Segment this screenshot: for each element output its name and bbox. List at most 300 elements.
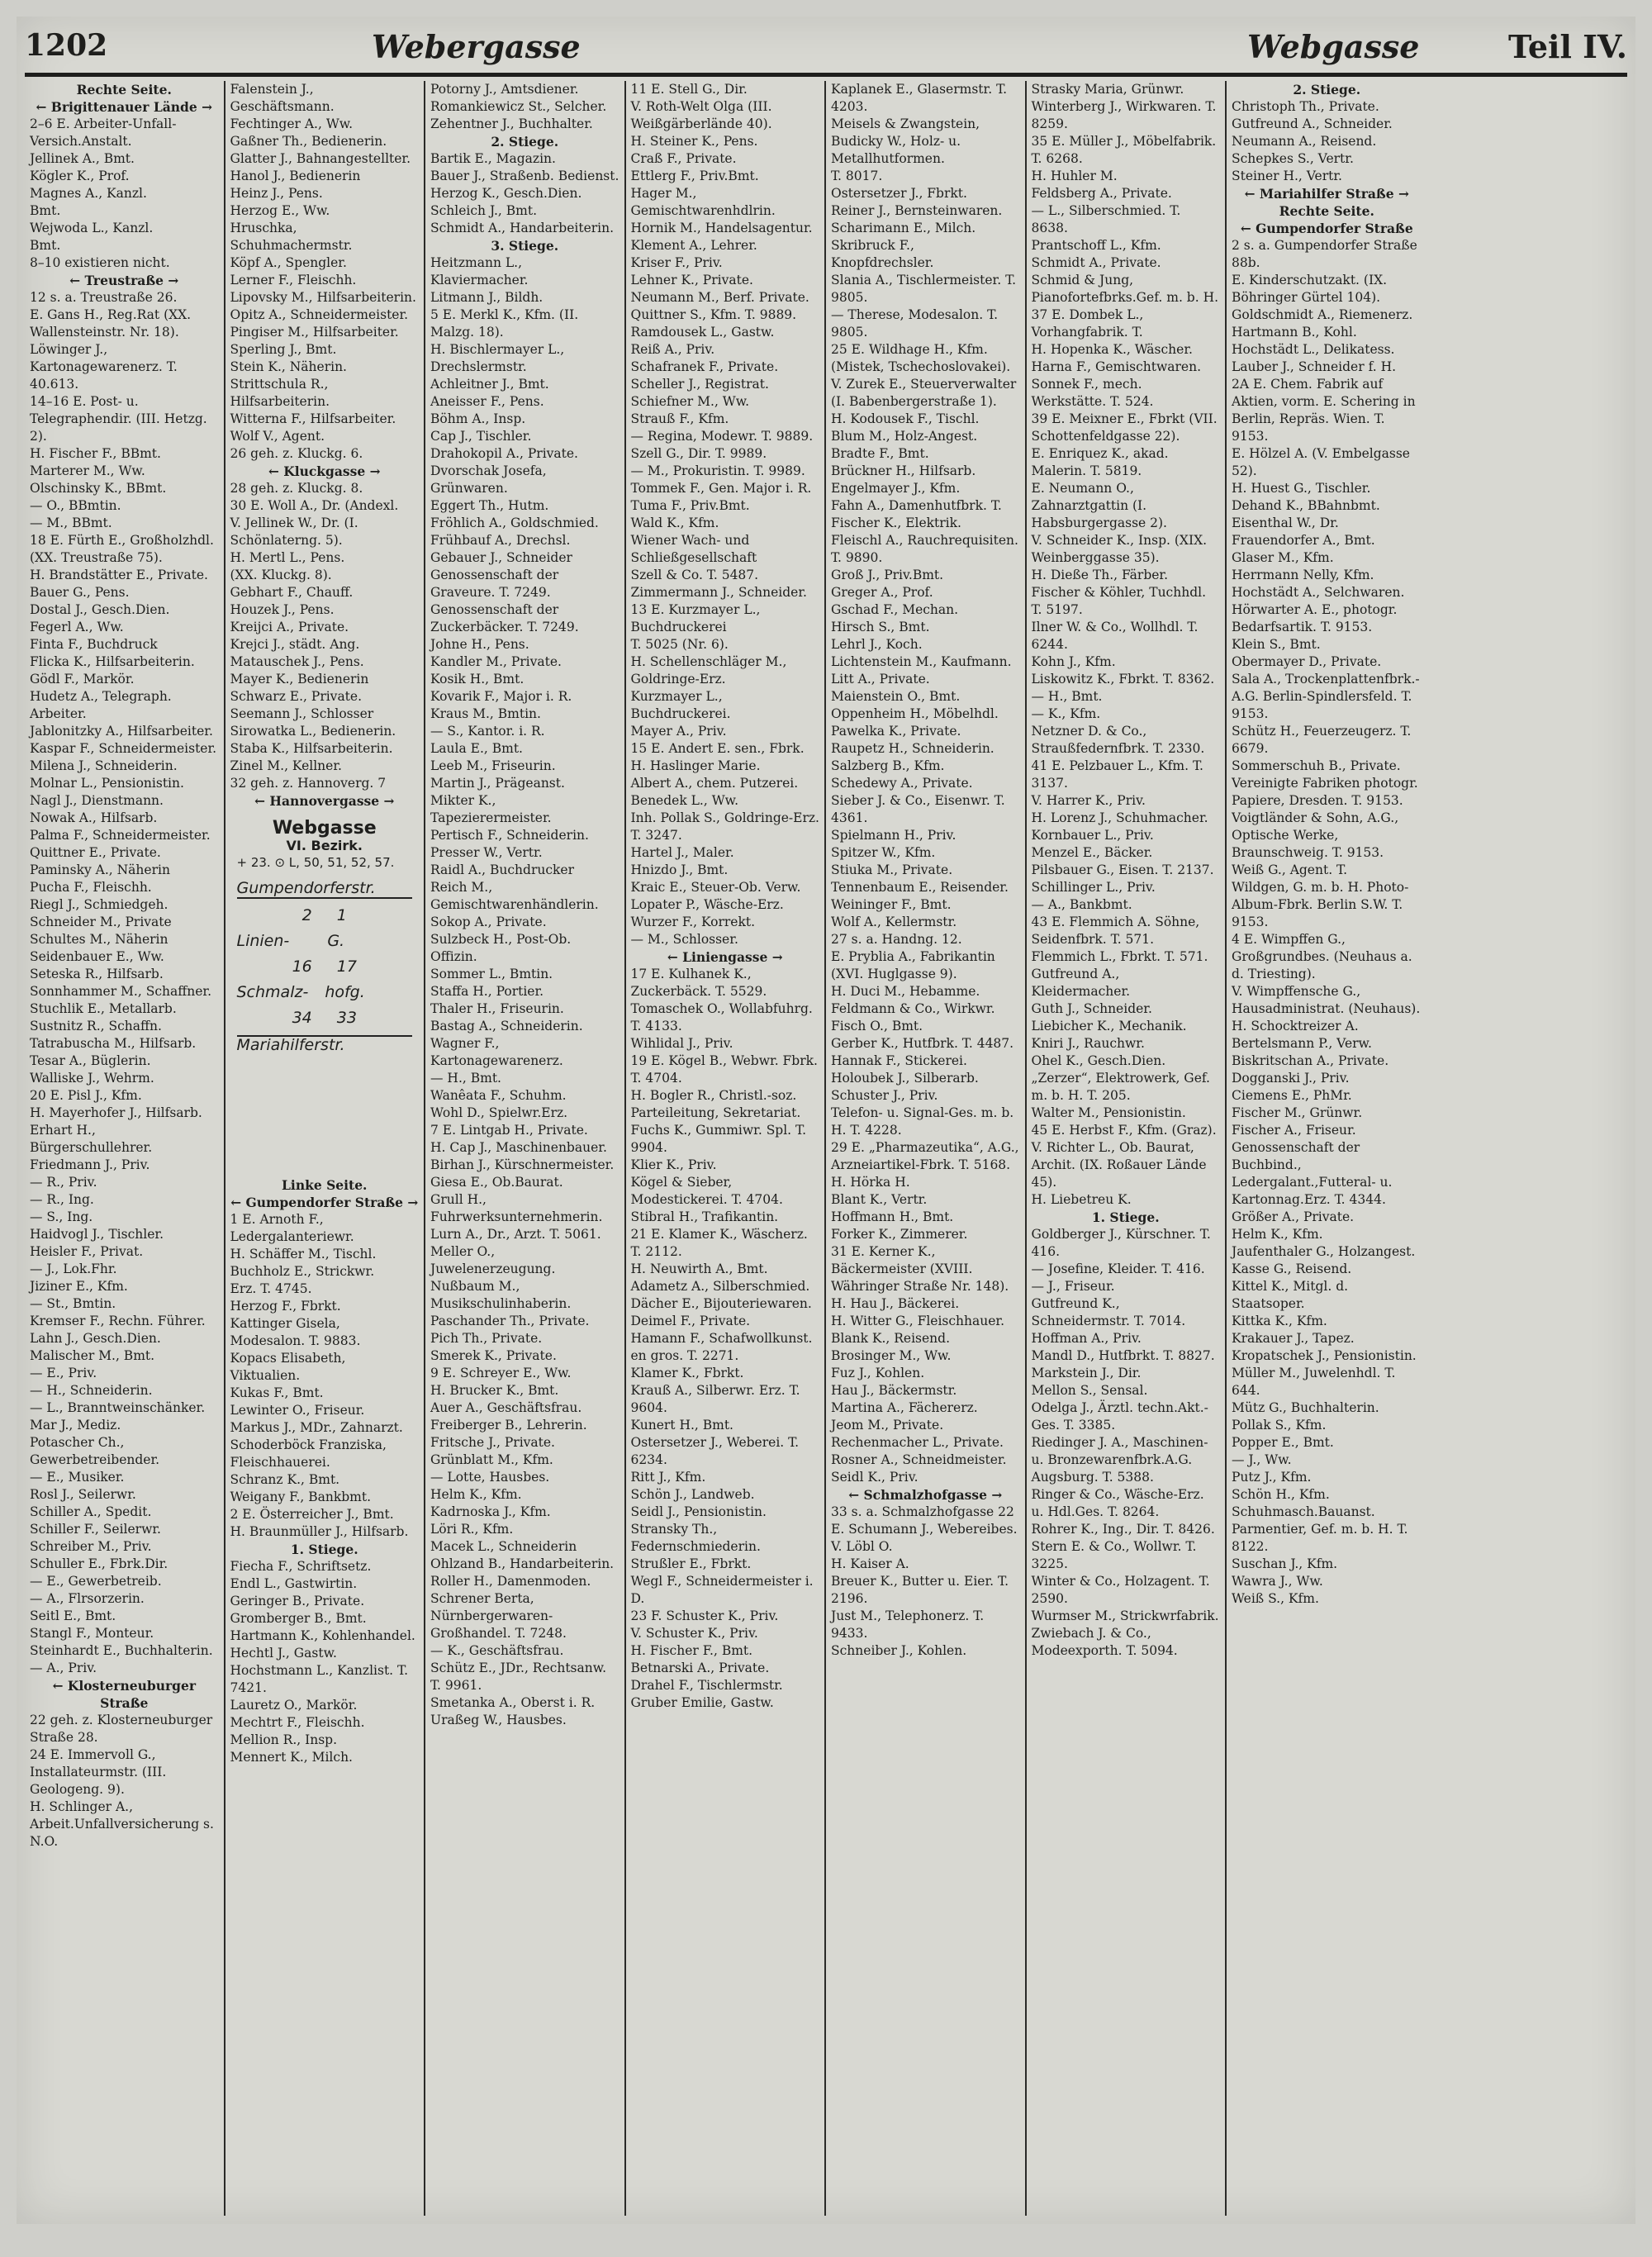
directory-entry: Hochstmann L., Kanzlist. T. 7421. xyxy=(230,1663,412,1695)
directory-entry: Hannak F., Stickerei. xyxy=(831,1053,967,1068)
directory-entry: Szell & Co. T. 5487. xyxy=(630,568,759,582)
directory-entry: H. Hau J., Bäckerei. xyxy=(831,1296,960,1311)
directory-columns xyxy=(25,81,1627,2216)
directory-entry: Suschan J., Kfm. xyxy=(1232,1556,1338,1571)
map-cross-2 xyxy=(237,984,413,1001)
directory-entry: — J., Lok.Fhr. xyxy=(30,1262,117,1276)
directory-entry: 12 s. a. Treustraße 26. xyxy=(30,290,178,305)
directory-entry: — R., Ing. xyxy=(30,1192,94,1207)
directory-entry: 32 geh. z. Hannoverg. 7 xyxy=(230,776,387,791)
directory-entry: Lehner K., Private. xyxy=(630,273,753,287)
directory-entry: Smetanka A., Oberst i. R. xyxy=(430,1695,596,1710)
directory-entry: Lewinter O., Friseur. xyxy=(230,1403,365,1418)
directory-entry: Nowak A., Hilfsarb. xyxy=(30,810,158,825)
directory-entry: Wildgen, G. m. b. H. Photo-Album-Fbrk. Berlin S.W. T. 9153. xyxy=(1232,880,1409,929)
directory-entry: Benedek L., Ww. xyxy=(630,793,738,808)
directory-entry: Markus J., MDr., Zahnarzt. xyxy=(230,1420,403,1435)
directory-entry: Schafranek F., Private. xyxy=(630,359,779,374)
directory-entry: H. Mayerhofer J., Hilfsarb. xyxy=(30,1105,202,1120)
directory-entry: Menzel E., Bäcker. xyxy=(1031,845,1153,860)
directory-entry: Netzner D. & Co., Straußfedernfbrk. T. 2330. xyxy=(1031,724,1205,756)
directory-entry: Erhart H., Bürgerschullehrer. xyxy=(30,1123,153,1155)
directory-entry: Wihlidal J., Priv. xyxy=(630,1036,733,1051)
directory-entry: 28 geh. z. Kluckg. 8. xyxy=(230,481,363,496)
directory-entry: Christoph Th., Private. xyxy=(1232,99,1379,114)
directory-entry: Krauß A., Silberwr. Erz. T. 9604. xyxy=(630,1383,805,1415)
directory-entry: Kögler K., Prof. xyxy=(30,169,130,183)
directory-entry: Dogganski J., Priv. xyxy=(1232,1071,1350,1086)
directory-entry: 13 E. Kurzmayer L., Buchdruckerei xyxy=(630,602,765,634)
directory-entry: Betnarski A., Private. xyxy=(630,1661,770,1675)
directory-entry: Hartmann B., Kohl. xyxy=(1232,325,1357,340)
directory-entry: 11 E. Stell G., Dir. xyxy=(630,82,748,97)
directory-entry: Fröhlich A., Goldschmied. xyxy=(430,516,599,530)
directory-entry: Kukas F., Bmt. xyxy=(230,1385,324,1400)
directory-entry: Albert A., chem. Putzerei. xyxy=(630,776,799,791)
map-cross-2-suffix: hofg. xyxy=(325,983,365,1001)
directory-entry: Walliske J., Wehrm. xyxy=(30,1071,154,1086)
directory-entry: 1. Stiege. xyxy=(290,1542,358,1557)
map-cross-1-label: Linien- xyxy=(236,932,290,950)
directory-entry: Schedewy A., Private. xyxy=(831,776,973,791)
directory-entry: Opitz A., Schneidermeister. xyxy=(230,307,409,322)
directory-entry: Mellion R., Insp. xyxy=(230,1732,338,1747)
directory-entry: Fischer & Köhler, Tuchhdl. T. 5197. xyxy=(1031,585,1210,617)
directory-entry: Breuer K., Butter u. Eier. T. 2196. xyxy=(831,1574,1013,1606)
directory-entry: — J., Ww. xyxy=(1232,1452,1292,1467)
directory-entry: Schwarz E., Private. xyxy=(230,689,363,704)
directory-entry: Sommerschuh B., Private. xyxy=(1232,758,1401,773)
directory-entry: Schranz K., Bmt. xyxy=(230,1472,340,1487)
directory-entry: Gruber Emilie, Gastw. xyxy=(630,1695,774,1710)
directory-entry: Mayer K., Bedienerin xyxy=(230,672,369,687)
directory-entry: Tommek F., Gen. Major i. R. xyxy=(630,481,812,496)
directory-entry: Biskritschan A., Private. xyxy=(1232,1053,1389,1068)
directory-entry: 1. Stiege. xyxy=(1091,1209,1160,1225)
directory-entry: Kriser F., Priv. xyxy=(630,255,723,270)
directory-entry: Ritt J., Kfm. xyxy=(630,1470,706,1485)
directory-entry: Paminsky A., Näherin xyxy=(30,862,170,877)
directory-entry: 18 E. Fürth E., Großholzhdl. (XX. Treustraße 75). xyxy=(30,533,218,565)
directory-entry: Olschinsky K., BBmt. xyxy=(30,481,167,496)
directory-entry: Guth J., Schneider. xyxy=(1031,1001,1152,1016)
directory-entry: Zinel M., Kellner. xyxy=(230,758,342,773)
directory-entry: — E., Priv. xyxy=(30,1366,97,1380)
directory-entry: 14–16 E. Post- u. Telegraphendir. (III. Hetzg. 2). xyxy=(30,394,211,444)
map-num: 17 xyxy=(336,957,357,976)
directory-entry: Scheller J., Registrat. xyxy=(630,377,769,392)
directory-entry: Reich M., Gemischtwarenhändlerin. xyxy=(430,880,599,912)
directory-entry: Schütz H., Feuerzeugerz. T. 6679. xyxy=(1232,724,1416,756)
directory-entry: Fischer M., Grünwr. xyxy=(1232,1105,1363,1120)
directory-entry: Fuz J., Kohlen. xyxy=(831,1366,925,1380)
directory-entry: H. Lorenz J., Schuhmacher. xyxy=(1031,810,1208,825)
directory-entry: Craß F., Private. xyxy=(630,151,737,166)
directory-entry: Skribruck F., Knopfdrechsler. xyxy=(831,238,934,270)
directory-entry: Hirsch S., Bmt. xyxy=(831,620,930,634)
directory-entry: Wagner F., Kartonagewarenerz. xyxy=(430,1036,563,1068)
directory-entry: — Josefine, Kleider. T. 416. xyxy=(1031,1262,1205,1276)
directory-entry: Holoubek J., Silberarb. xyxy=(831,1071,979,1086)
directory-entry: Schillinger L., Priv. xyxy=(1031,880,1156,895)
directory-entry: Hoffman A., Priv. xyxy=(1031,1331,1142,1346)
directory-entry: Mütz G., Buchhalterin. xyxy=(1232,1400,1379,1415)
directory-entry: Arbeiter. xyxy=(30,706,87,721)
directory-entry: Fiecha F., Schriftsetz. xyxy=(230,1559,372,1574)
directory-entry: Schön H., Kfm. xyxy=(1232,1487,1330,1502)
directory-entry: Hechtl J., Gastw. xyxy=(230,1646,337,1661)
directory-entry: Voigtländer & Sohn, A.G., Optische Werke, Braunschweig. T. 9153. xyxy=(1232,810,1403,860)
directory-entry: Zwiebach J. & Co., Modeexporth. T. 5094. xyxy=(1031,1626,1178,1658)
directory-entry: ← Schmalzhofgasse → xyxy=(848,1487,1003,1503)
directory-entry: Obermayer D., Private. xyxy=(1232,654,1382,669)
directory-entry: 37 E. Dombek L., Vorhangfabrik. T. xyxy=(1031,307,1148,340)
directory-entry: Herzog F., Fbrkt. xyxy=(230,1299,341,1314)
directory-entry: Bauer G., Pens. xyxy=(30,585,130,600)
right-running-title: Webgasse xyxy=(1247,28,1420,65)
directory-entry: Deimel F., Private. xyxy=(630,1314,751,1328)
directory-entry: Riegl J., Schmiedgeh. xyxy=(30,897,169,912)
directory-entry: Glaser M., Kfm. xyxy=(1232,550,1334,565)
directory-entry: Inh. Pollak S., Goldringe-Erz. T. 3247. xyxy=(630,810,824,843)
directory-entry: Eggert Th., Hutm. xyxy=(430,498,549,513)
directory-entry: Greger A., Prof. xyxy=(831,585,933,600)
directory-entry: Bradte F., Bmt. xyxy=(831,446,929,461)
map-num: 2 xyxy=(301,906,312,924)
directory-entry: Linke Seite. xyxy=(282,1177,368,1193)
directory-entry: Markstein J., Dir. xyxy=(1031,1366,1142,1380)
directory-entry: Frühbauf A., Drechsl. xyxy=(430,533,571,548)
directory-entry: 2. Stiege. xyxy=(1293,82,1361,97)
directory-entry: Rosl J., Seilerwr. xyxy=(30,1487,136,1502)
directory-entry: — M., Schlosser. xyxy=(630,932,738,947)
directory-entry: Scharimann E., Milch. xyxy=(831,221,976,235)
directory-entry: Drahel F., Tischlermstr. xyxy=(630,1678,783,1693)
directory-entry: Genossenschaft der Buchbind., Ledergalant.,Futteral- u. Kartonnag.Erz. T. 4344. xyxy=(1232,1140,1397,1207)
directory-entry: 30 E. Woll A., Dr. (Andexl. xyxy=(230,498,399,513)
directory-entry: Heinz J., Pens. xyxy=(230,186,323,201)
directory-entry: Hartel J., Maler. xyxy=(630,845,734,860)
directory-entry: Odelga J., Ärztl. techn.Akt.-Ges. T. 3385. xyxy=(1031,1400,1208,1433)
directory-entry: Prantschoff L., Kfm. xyxy=(1031,238,1161,253)
directory-entry: Kraus M., Bmtin. xyxy=(430,706,541,721)
directory-entry: Kurzmayer L., Buchdruckerei. xyxy=(630,689,731,721)
directory-entry: V. Wimpffensche G., Hausadministrat. (Neuhaus). xyxy=(1232,984,1421,1016)
directory-entry: Feldmann & Co., Wirkwr. xyxy=(831,1001,995,1016)
directory-entry: Pucha F., Fleischh. xyxy=(30,880,152,895)
directory-entry: Löri R., Kfm. xyxy=(430,1522,514,1537)
directory-entry: H. Braunmüller J., Hilfsarb. xyxy=(230,1524,409,1539)
directory-entry: Bmt. xyxy=(30,203,61,218)
directory-entry: Sommer L., Bmtin. xyxy=(430,967,553,981)
directory-entry: 5 E. Merkl K., Kfm. (II. Malzg. 18). xyxy=(430,307,583,340)
directory-entry: Blank K., Reisend. xyxy=(831,1331,951,1346)
directory-entry: 2. Stiege. xyxy=(491,134,559,150)
directory-entry: Pich Th., Private. xyxy=(430,1331,543,1346)
directory-entry: Adametz A., Silberschmied. xyxy=(630,1279,810,1294)
directory-entry: — O., BBmtin. xyxy=(30,498,121,513)
directory-entry: Zimmermann J., Schneider. xyxy=(630,585,807,600)
directory-entry: — Regina, Modewr. T. 9889. xyxy=(630,429,814,444)
directory-entry: Schiefner M., Ww. xyxy=(630,394,750,409)
directory-entry: Ohel K., Gesch.Dien. xyxy=(1031,1053,1166,1068)
directory-entry: Gödl F., Markör. xyxy=(30,672,135,687)
directory-entry: Jiziner E., Kfm. xyxy=(30,1279,128,1294)
directory-entry: V. Löbl O. xyxy=(831,1539,893,1554)
directory-entry: Presser W., Vertr. xyxy=(430,845,543,860)
directory-entry: Marterer M., Ww. xyxy=(30,463,145,478)
directory-entry: V. Harrer K., Priv. xyxy=(1031,793,1146,808)
directory-entry: H. Schlinger A., Arbeit.Unfallversicherung s. N.O. xyxy=(30,1799,218,1849)
directory-entry: H. Kodousek F., Tischl. xyxy=(831,411,980,426)
map-transit: + 23. ⊙ L, 50, 51, 52, 57. xyxy=(236,855,395,870)
directory-entry: Meisels & Zwangstein, Budicky W., Holz- u. Metallhutformen. xyxy=(831,116,985,166)
directory-entry: Schultes M., Näherin xyxy=(30,932,169,947)
directory-entry: Auer A., Geschäftsfrau. xyxy=(430,1400,582,1415)
directory-entry: — A., Priv. xyxy=(30,1661,97,1675)
directory-entry: Lahn J., Gesch.Dien. xyxy=(30,1331,161,1346)
directory-entry: Ostersetzer J., Fbrkt. xyxy=(831,186,967,201)
directory-entry: H. Duci M., Hebamme. xyxy=(831,984,980,999)
directory-entry: Rechte Seite. xyxy=(1279,203,1374,219)
map-num: 34 xyxy=(292,1009,312,1027)
directory-entry: Herzog E., Ww. xyxy=(230,203,330,218)
directory-entry: H. Huest G., Tischler. xyxy=(1232,481,1371,496)
directory-entry: Magnes A., Kanzl. xyxy=(30,186,147,201)
directory-entry: Schütz E., JDr., Rechtsanw. T. 9961. xyxy=(430,1661,611,1693)
directory-entry: Kopacs Elisabeth, Viktualien. xyxy=(230,1351,350,1383)
directory-entry: Kasse G., Reisend. xyxy=(1232,1262,1352,1276)
directory-entry: Freiberger B., Lehrerin. xyxy=(430,1418,587,1433)
directory-entry: Helm K., Kfm. xyxy=(1232,1227,1323,1242)
directory-entry: Laula E., Bmt. xyxy=(430,741,523,756)
directory-entry: Dehand K., BBahnbmt. xyxy=(1232,498,1380,513)
map-bottom-street: Mariahilferstr. xyxy=(237,1035,413,1054)
directory-entry: Kandler M., Private. xyxy=(430,654,562,669)
directory-entry: E. Pryblia A., Fabrikantin (XVI. Huglgasse 9). xyxy=(831,949,999,981)
directory-entry: Nagl J., Dienstmann. xyxy=(30,793,164,808)
directory-entry: Mechtrt F., Fleischh. xyxy=(230,1715,365,1730)
directory-entry: Weiß G., Agent. T. xyxy=(1232,862,1348,877)
directory-entry: Hruschka, Schuhmachermstr. xyxy=(230,221,353,253)
directory-entry: H. Fischer F., BBmt. xyxy=(30,446,161,461)
directory-entry: H. Fischer F., Bmt. xyxy=(630,1643,753,1658)
directory-entry: Lehrl J., Koch. xyxy=(831,637,923,652)
directory-entry: ← Brigittenauer Lände → xyxy=(36,99,213,115)
directory-entry: H. Haslinger Marie. xyxy=(630,758,761,773)
map-num: 33 xyxy=(336,1009,357,1027)
directory-entry: ← Hannovergasse → xyxy=(254,793,395,809)
directory-entry: Schleich J., Bmt. xyxy=(430,203,537,218)
directory-entry: Bartik E., Magazin. xyxy=(430,151,556,166)
directory-entry: Wanêata F., Schuhm. xyxy=(430,1088,567,1103)
directory-entry: Klein S., Bmt. xyxy=(1232,637,1321,652)
directory-entry: Buchholz E., Strickwr. xyxy=(230,1264,375,1279)
directory-entry: Pingiser M., Hilfsarbeiter. xyxy=(230,325,399,340)
directory-entry: Potorny J., Amtsdiener. xyxy=(430,82,579,97)
directory-entry: Fuchs K., Gummiwr. Spl. T. 9904. xyxy=(630,1123,810,1155)
directory-entry: V. Roth-Welt Olga (III. Weißgärberlände 40). xyxy=(630,99,776,131)
directory-entry: — J., Friseur. xyxy=(1031,1279,1115,1294)
directory-entry: Endl L., Gastwirtin. xyxy=(230,1576,358,1591)
directory-entry: H. Neuwirth A., Bmt. xyxy=(630,1262,768,1276)
directory-entry: Groß J., Priv.Bmt. xyxy=(831,568,944,582)
directory-entry: Seemann J., Schlosser xyxy=(230,706,374,721)
directory-entry: 45 E. Herbst F., Kfm. (Graz). xyxy=(1031,1123,1217,1138)
directory-entry: Erz. T. 4745. xyxy=(230,1281,312,1296)
directory-entry: Neumann A., Reisend. xyxy=(1232,134,1377,149)
map-cross-2-label: Schmalz- xyxy=(236,983,309,1001)
directory-entry: Blum M., Holz-Angest. xyxy=(831,429,978,444)
directory-entry: Stiuka M., Private. xyxy=(831,862,953,877)
directory-entry: Wolf A., Kellermstr. xyxy=(831,915,957,929)
left-running-title: Webergasse xyxy=(372,28,581,65)
directory-entry: Genossenschaft der Zuckerbäcker. T. 7249. xyxy=(430,602,579,634)
directory-entry: Kittka K., Kfm. xyxy=(1232,1314,1327,1328)
directory-entry: Macek L., Schneiderin xyxy=(430,1539,577,1554)
directory-entry: — A., Flrsorzerin. xyxy=(30,1591,145,1606)
directory-entry: H. Kaiser A. xyxy=(831,1556,909,1571)
directory-entry: 41 E. Pelzbauer L., Kfm. T. 3137. xyxy=(1031,758,1208,791)
directory-entry: Hanol J., Bedienerin xyxy=(230,169,361,183)
directory-entry: Kniri J., Rauchwr. xyxy=(1031,1036,1145,1051)
directory-entry: Herrmann Nelly, Kfm. xyxy=(1232,568,1374,582)
directory-entry: Hager M., Gemischtwarenhdlrin. xyxy=(630,186,776,218)
directory-entry: Litt A., Private. xyxy=(831,672,930,687)
directory-entry: 2 E. Österreicher J., Bmt. xyxy=(230,1507,394,1522)
directory-entry: Schrener Berta, Nürnbergerwaren-Großhandel. T. 7248. xyxy=(430,1591,567,1641)
directory-entry: Jeom M., Private. xyxy=(831,1418,944,1433)
directory-entry: Wiener Wach- und Schließgesellschaft xyxy=(630,533,757,565)
directory-entry: ← Treustraße → xyxy=(69,273,179,288)
directory-entry: Stibral H., Trafikantin. xyxy=(630,1209,779,1224)
directory-entry: Schoderböck Franziska, Fleischhauerei. xyxy=(230,1437,391,1470)
directory-entry: — S., Ing. xyxy=(30,1209,93,1224)
directory-entry: Tesar A., Büglerin. xyxy=(30,1053,151,1068)
map-cross-1-suffix: G. xyxy=(327,932,345,950)
directory-entry: Fechtinger A., Ww. xyxy=(230,116,354,131)
directory-entry: Fischer K., Elektrik. xyxy=(831,516,961,530)
directory-entry: Kaspar F., Schneidermeister. xyxy=(30,741,217,756)
directory-entry: Heisler F., Privat. xyxy=(30,1244,144,1259)
directory-entry: Gebhart F., Chauff. xyxy=(230,585,354,600)
directory-entry: — E., Musiker. xyxy=(30,1470,125,1485)
directory-entry: Rosner A., Schneidmeister. xyxy=(831,1452,1007,1467)
directory-entry: Gutfreund A., Kleidermacher. xyxy=(1031,967,1131,999)
directory-entry: Schiller A., Spedit. xyxy=(30,1504,152,1519)
directory-entry: Wolf V., Agent. xyxy=(230,429,325,444)
directory-entry: 27 s. a. Handng. 12. xyxy=(831,932,962,947)
directory-entry: Lerner F., Fleischh. xyxy=(230,273,357,287)
directory-entry: Dvorschak Josefa, Grünwaren. xyxy=(430,463,551,496)
directory-entry: Gerber K., Hutfbrk. T. 4487. xyxy=(831,1036,1014,1051)
directory-entry: H. Cap J., Maschinenbauer. xyxy=(430,1140,607,1155)
directory-entry: Kögel & Sieber, Modestickerei. T. 4704. xyxy=(630,1175,783,1207)
directory-entry: 29 E. „Pharmazeutika“, A.G., Arzneiartikel-Fbrk. T. 5168. xyxy=(831,1140,1023,1172)
directory-entry: Hochstädt A., Selchwaren. xyxy=(1232,585,1405,600)
directory-entry: — Therese, Modesalon. T. 9805. xyxy=(831,307,1003,340)
directory-entry: Flicka K., Hilfsarbeiterin. xyxy=(30,654,195,669)
map-top-street: Gumpendorferstr. xyxy=(237,880,413,899)
directory-entry: Rohrer K., Ing., Dir. T. 8426. xyxy=(1031,1522,1215,1537)
directory-entry: 35 E. Müller J., Möbelfabrik. T. 6268. xyxy=(1031,134,1221,166)
directory-entry: ← Gumpendorfer Straße xyxy=(1240,221,1413,236)
directory-entry: Harna F., Gemischtwaren. xyxy=(1031,359,1201,374)
directory-entry: Hamann F., Schafwollkunst. en gros. T. 2271. xyxy=(630,1331,817,1363)
column-3 xyxy=(425,81,626,2216)
directory-entry: Krakauer J., Tapez. xyxy=(1232,1331,1355,1346)
directory-entry: Wurzer F., Korrekt. xyxy=(630,915,756,929)
directory-entry: Strauß F., Kfm. xyxy=(630,411,729,426)
directory-entry: — H., Bmt. xyxy=(430,1071,501,1086)
directory-entry: Salzberg B., Kfm. xyxy=(831,758,945,773)
directory-entry: 23 F. Schuster K., Priv. xyxy=(630,1608,779,1623)
directory-entry: Rechenmacher L., Private. xyxy=(831,1435,1004,1450)
directory-entry: Gebauer J., Schneider xyxy=(430,550,572,565)
directory-entry: Hornik M., Handelsagentur. xyxy=(630,221,813,235)
directory-entry: Kadrnoska J., Kfm. xyxy=(430,1504,551,1519)
directory-entry: Jaufenthaler G., Holzangest. xyxy=(1232,1244,1416,1259)
directory-entry: Cap J., Tischler. xyxy=(430,429,532,444)
directory-entry: 21 E. Klamer K., Wäscherz. T. 2112. xyxy=(630,1227,812,1259)
directory-entry: Malischer M., Bmt. xyxy=(30,1348,155,1363)
directory-entry: — M., Prokuristin. T. 9989. xyxy=(630,463,805,478)
directory-entry: Reiß A., Priv. xyxy=(630,342,715,357)
directory-entry: V. Jellinek W., Dr. (I. Schönlaterng. 5). xyxy=(230,516,363,548)
directory-entry: — H., Bmt. xyxy=(1031,689,1103,704)
directory-entry: Sustnitz R., Schaffn. xyxy=(30,1019,162,1033)
directory-entry: Falenstein J., Geschäftsmann. xyxy=(230,82,335,114)
directory-entry: Steiner H., Vertr. xyxy=(1232,169,1342,183)
directory-entry: Seidl J., Pensionistin. xyxy=(630,1504,767,1519)
map-num: 1 xyxy=(336,906,347,924)
directory-entry: Popper E., Bmt. xyxy=(1232,1435,1334,1450)
directory-entry: Putz J., Kfm. xyxy=(1232,1470,1312,1485)
directory-entry: — Lotte, Hausbes. xyxy=(430,1470,550,1485)
directory-entry: Ramdousek L., Gastw. xyxy=(630,325,775,340)
directory-entry: Raupetz H., Schneiderin. xyxy=(831,741,995,756)
directory-entry: Vereinigte Fabriken photogr. Papiere, Dresden. T. 9153. xyxy=(1232,776,1422,808)
directory-entry: Riedinger J. A., Maschinen- u. Bronzewarenfbrk.A.G. Augsburg. T. 5388. xyxy=(1031,1435,1213,1485)
directory-entry: Weigany F., Bankbmt. xyxy=(230,1490,372,1504)
directory-entry: — M., BBmt. xyxy=(30,516,112,530)
directory-entry: 24 E. Immervoll G., Installateurmstr. (III. Geologeng. 9). xyxy=(30,1747,171,1797)
directory-entry: Sonnek F., mech. Werkstätte. T. 524. xyxy=(1031,377,1154,409)
directory-entry: ← Mariahilfer Straße → xyxy=(1244,186,1409,202)
directory-entry: Genossenschaft der Graveure. T. 7249. xyxy=(430,568,563,600)
directory-entry: Stransky Th., Federnschmiederin. xyxy=(630,1522,761,1554)
directory-entry: Bertelsmann P., Verw. xyxy=(1232,1036,1372,1051)
directory-entry: „Zerzer“, Elektrowerk, Gef. m. b. H. T. 205. xyxy=(1031,1071,1214,1103)
directory-entry: Neumann M., Berf. Private. xyxy=(630,290,809,305)
directory-entry: H. Hopenka K., Wäscher. xyxy=(1031,342,1193,357)
directory-entry: Goldschmidt A., Riemenerz. xyxy=(1232,307,1413,322)
directory-entry: Sulzbeck H., Post-Ob. Offizin. xyxy=(430,932,576,964)
directory-entry: Pawelka K., Private. xyxy=(831,724,961,739)
directory-entry: — St., Bmtin. xyxy=(30,1296,116,1311)
directory-entry: Lurn A., Dr., Arzt. T. 5061. xyxy=(430,1227,601,1242)
directory-entry: Mar J., Mediz. xyxy=(30,1418,121,1433)
directory-entry: Staffa H., Portier. xyxy=(430,984,544,999)
directory-entry: Leeb M., Friseurin. xyxy=(430,758,556,773)
directory-entry: Klier K., Priv. xyxy=(630,1157,717,1172)
directory-entry: Birhan J., Kürschnermeister. xyxy=(430,1157,615,1172)
directory-entry: Helm K., Kfm. xyxy=(430,1487,522,1502)
directory-entry: H. Witter G., Fleischhauer. xyxy=(831,1314,1005,1328)
directory-entry: Sonnhammer M., Schaffner. xyxy=(30,984,212,999)
directory-entry: Quittner S., Kfm. T. 9889. xyxy=(630,307,797,322)
directory-entry: V. Schuster K., Priv. xyxy=(630,1626,758,1641)
